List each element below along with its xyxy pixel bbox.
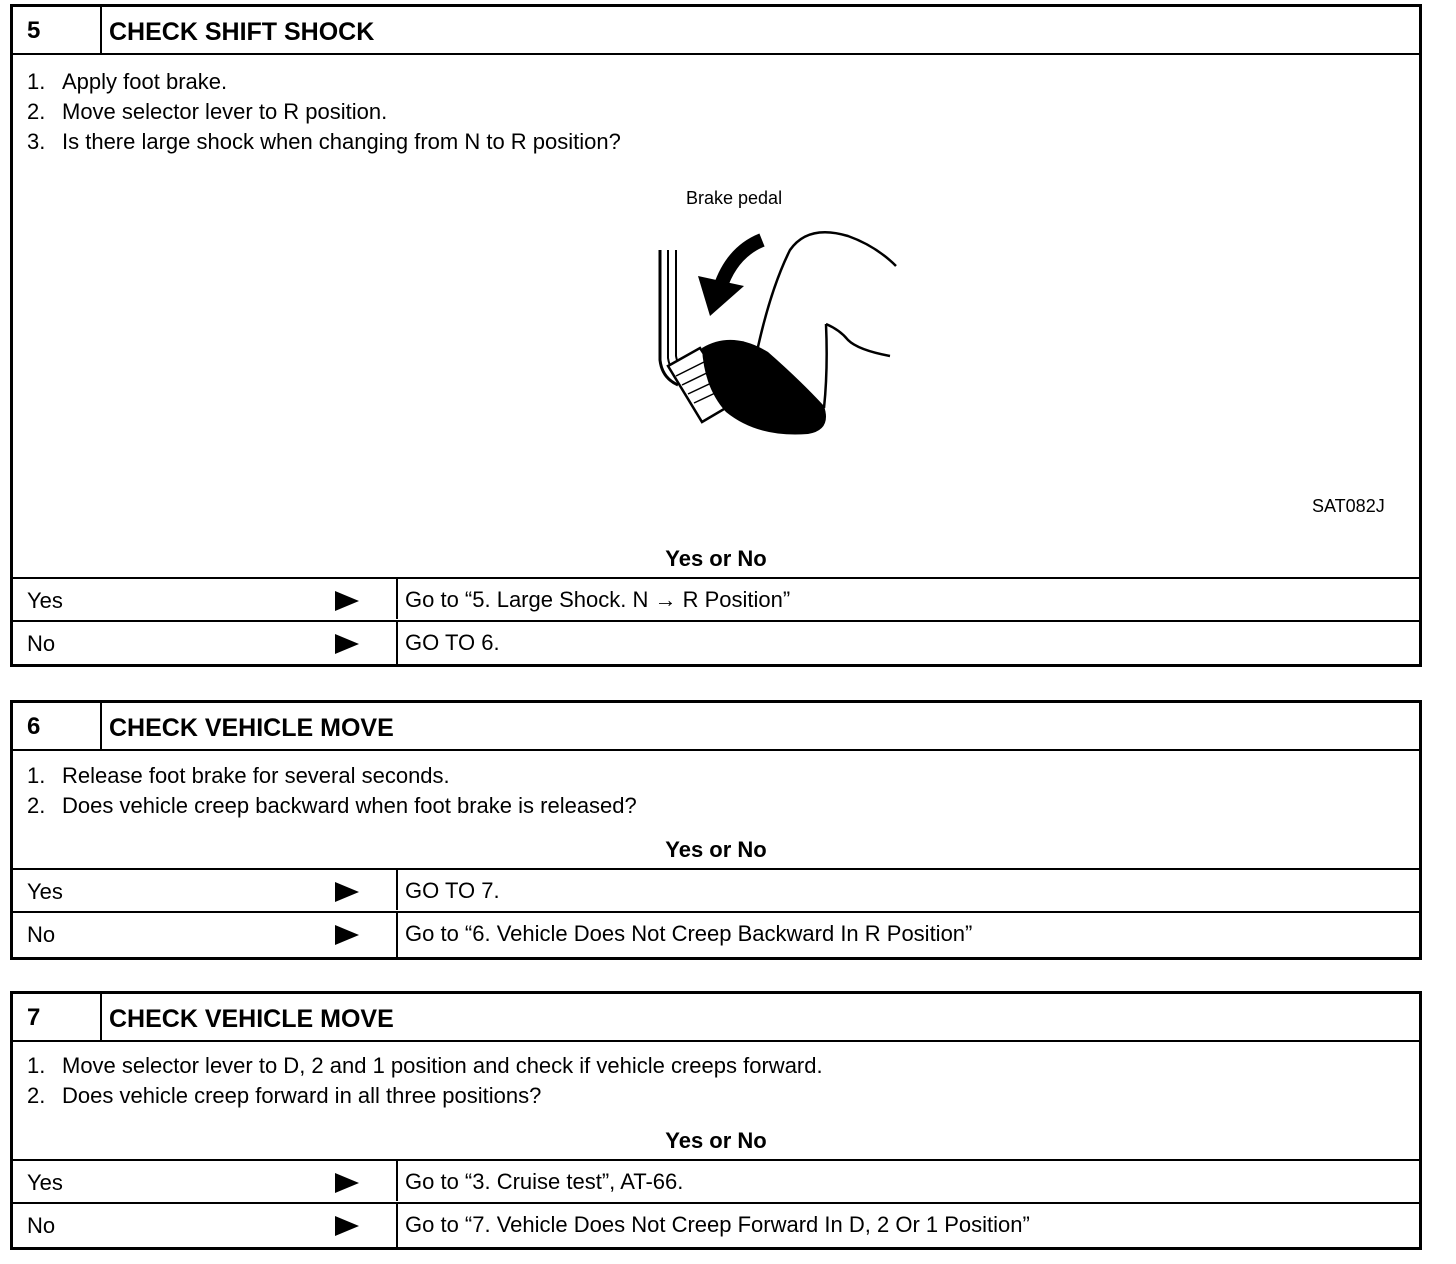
arrow-right-icon [335,1216,359,1236]
step-item: 1. Apply foot brake. [27,69,228,94]
step-item: 2. Does vehicle creep backward when foot brake is released? [27,793,637,818]
section-title: CHECK VEHICLE MOVE [109,714,394,742]
answer-action: GO TO 7. [396,870,500,910]
answer-row-no [13,620,1419,664]
section-title: CHECK VEHICLE MOVE [109,1005,394,1033]
figure-label: Brake pedal [686,188,783,208]
step-item: 2. Does vehicle creep forward in all three positions? [27,1083,542,1108]
section-number: 6 [13,703,102,749]
answer-label: No [27,631,56,656]
section-header [13,7,1419,55]
yes-or-no-label: Yes or No [665,1128,767,1153]
step-list [27,67,621,157]
answer-label: Yes [27,1170,63,1195]
section-header [13,994,1419,1042]
step-item: 1. Move selector lever to D, 2 and 1 position and check if vehicle creeps forward. [27,1053,823,1078]
step-list [27,761,637,821]
step-item: 3. Is there large shock when changing from N to R position? [27,129,621,154]
answer-label: Yes [27,879,63,904]
answer-label: Yes [27,588,63,613]
answer-label: No [27,922,56,947]
figure-code: SAT082J [1312,496,1385,516]
arrow-right-icon [335,634,359,654]
answer-label: No [27,1213,56,1238]
section-number: 5 [13,7,102,53]
step-item: 2. Move selector lever to R position. [27,99,388,124]
answer-action: Go to “6. Vehicle Does Not Creep Backward In R Position” [396,913,972,957]
step-item: 1. Release foot brake for several seconds. [27,763,450,788]
answer-action: Go to “7. Vehicle Does Not Creep Forward In D, 2 Or 1 Position” [396,1204,1030,1247]
answer-action: Go to “5. Large Shock. N → R Position” [396,579,790,619]
arrow-right-icon [335,591,359,611]
arrow-right-icon [335,882,359,902]
section-6 [10,700,1422,960]
section-number: 7 [13,994,102,1040]
section-7 [10,991,1422,1250]
answer-action: Go to “3. Cruise test”, AT-66. [396,1161,683,1201]
arrow-right-icon [335,1173,359,1193]
section-title: CHECK SHIFT SHOCK [109,18,375,46]
answer-row-yes [13,868,1419,910]
yes-or-no-label: Yes or No [665,546,767,571]
yes-or-no-label: Yes or No [665,837,767,862]
brake-pedal-illustration [640,180,920,460]
answer-row-yes [13,1159,1419,1201]
answer-row-yes [13,577,1419,619]
answer-row-no [13,911,1419,957]
answer-row-no [13,1202,1419,1247]
section-header [13,703,1419,751]
arrow-right-icon [335,925,359,945]
step-list [27,1051,823,1111]
answer-action: GO TO 6. [396,622,500,664]
